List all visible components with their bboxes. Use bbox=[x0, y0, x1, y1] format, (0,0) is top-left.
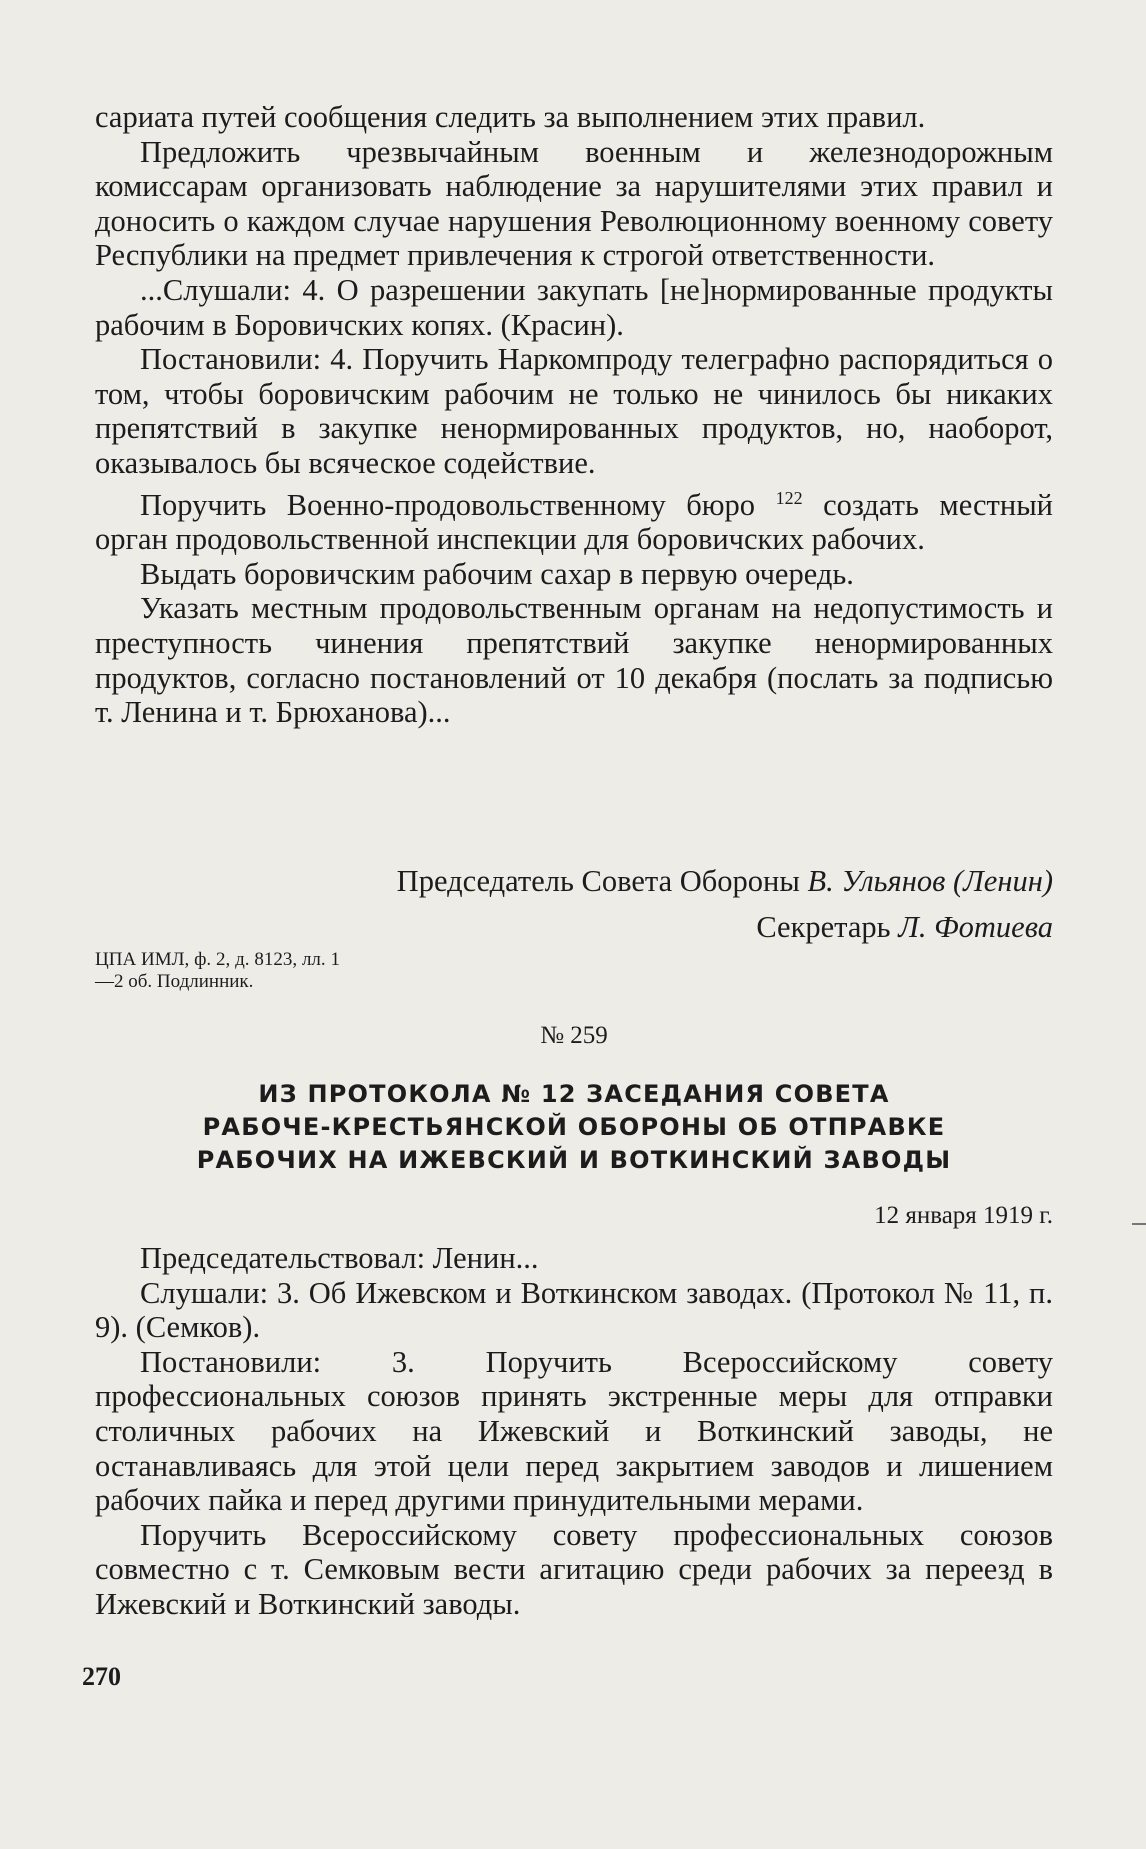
document-date-block bbox=[95, 1202, 1053, 1230]
page-number: 270 bbox=[82, 1662, 121, 1691]
paragraph-chaired: Председательствовал: Ленин... bbox=[140, 1241, 539, 1275]
archive-block bbox=[95, 949, 1053, 993]
chair-name: В. Ульянов (Ленин) bbox=[807, 864, 1053, 898]
chair-role: Председатель Совета Обороны bbox=[396, 864, 808, 898]
paragraph-bureau-text: Поручить Военно-продовольственному бюро bbox=[140, 487, 756, 522]
paragraph-sugar: Выдать боровичским рабочим сахар в первую очередь. bbox=[140, 556, 854, 591]
archive-reference: ЦПА ИМЛ, ф. 2, д. 8123, лл. 1—2 об. Подлинник. bbox=[95, 949, 340, 992]
paragraph-agitation: Поручить Всероссийскому совету профессиональных союзов совместно с т. Семковым вести агитацию среди рабочих за переезд в Ижевский и Воткинский заводы. bbox=[95, 1517, 1053, 1621]
document-title-line-1: ИЗ ПРОТОКОЛА № 12 ЗАСЕДАНИЯ СОВЕТА bbox=[258, 1080, 890, 1108]
edge-mark bbox=[1132, 1223, 1146, 1225]
secretary-role: Секретарь bbox=[756, 910, 899, 944]
paragraph-continuation: сариата путей сообщения следить за выполнением этих правил. bbox=[95, 100, 926, 134]
paragraph-commissars: Предложить чрезвычайным военным и железнодорожным комиссарам организовать наблюдение за нарушителями этих правил и доносить о каждом случае нарушения Революционному военному совету Республики на предмет привлечения к строгой ответственности. bbox=[95, 134, 1053, 273]
footnote-ref: 122 bbox=[775, 487, 803, 508]
secretary-name: Л. Фотиева bbox=[898, 910, 1053, 944]
paragraph-heard-4: ...Слушали: 4. О разрешении закупать [не]нормированные продукты рабочим в Боровичских копях. (Красин). bbox=[95, 272, 1053, 342]
document-date: 12 января 1919 г. bbox=[874, 1202, 1053, 1229]
paragraph-heard-3: Слушали: 3. Об Ижевском и Воткинском заводах. (Протокол № 11, п. 9). (Семков). bbox=[95, 1275, 1053, 1345]
paragraph-local-organs: Указать местным продовольственным органам на недопустимость и преступность чинения препятствий закупке ненормированных продуктов, согласно постановлений от 10 декабря (послать за подписью т. Ленина и т. Брюханова)... bbox=[95, 591, 1053, 730]
document-header bbox=[95, 1022, 1053, 1050]
document-title-line-3: РАБОЧИХ НА ИЖЕВСКИЙ И ВОТКИНСКИЙ ЗАВОДЫ bbox=[196, 1146, 952, 1174]
chair-signature bbox=[95, 858, 1053, 904]
bottom-text-block bbox=[95, 1241, 1053, 1622]
document-title-block bbox=[95, 1078, 1053, 1177]
top-text-block bbox=[95, 100, 1053, 730]
document-number: № 259 bbox=[540, 1022, 608, 1049]
secretary-signature bbox=[95, 904, 1053, 950]
paragraph-bureau bbox=[95, 481, 1053, 557]
document-title-line-2: РАБОЧЕ-КРЕСТЬЯНСКОЙ ОБОРОНЫ ОБ ОТПРАВКЕ bbox=[202, 1113, 946, 1141]
paragraph-resolved-4: Постановили: 4. Поручить Наркомпроду телеграфно распорядиться о том, чтобы боровичским рабочим не только не чинилось бы никаких препятствий в закупке ненормированных продуктов, но, наоборот, оказывалось бы всяческое содействие. bbox=[95, 342, 1053, 480]
paragraph-resolved-3: Постановили: 3. Поручить Всероссийскому совету профессиональных союзов принять экстренные меры для отправки столичных рабочих на Ижевский и Воткинский заводы, не останавливаясь для этой цели перед закрытием заводов и лишением рабочих пайка и перед другими принудительными мерами. bbox=[95, 1344, 1053, 1518]
signature-block bbox=[95, 858, 1053, 950]
paragraph-bureau-rest: создать местный орган продовольственной инспекции для боровичских рабочих. bbox=[95, 487, 1054, 557]
